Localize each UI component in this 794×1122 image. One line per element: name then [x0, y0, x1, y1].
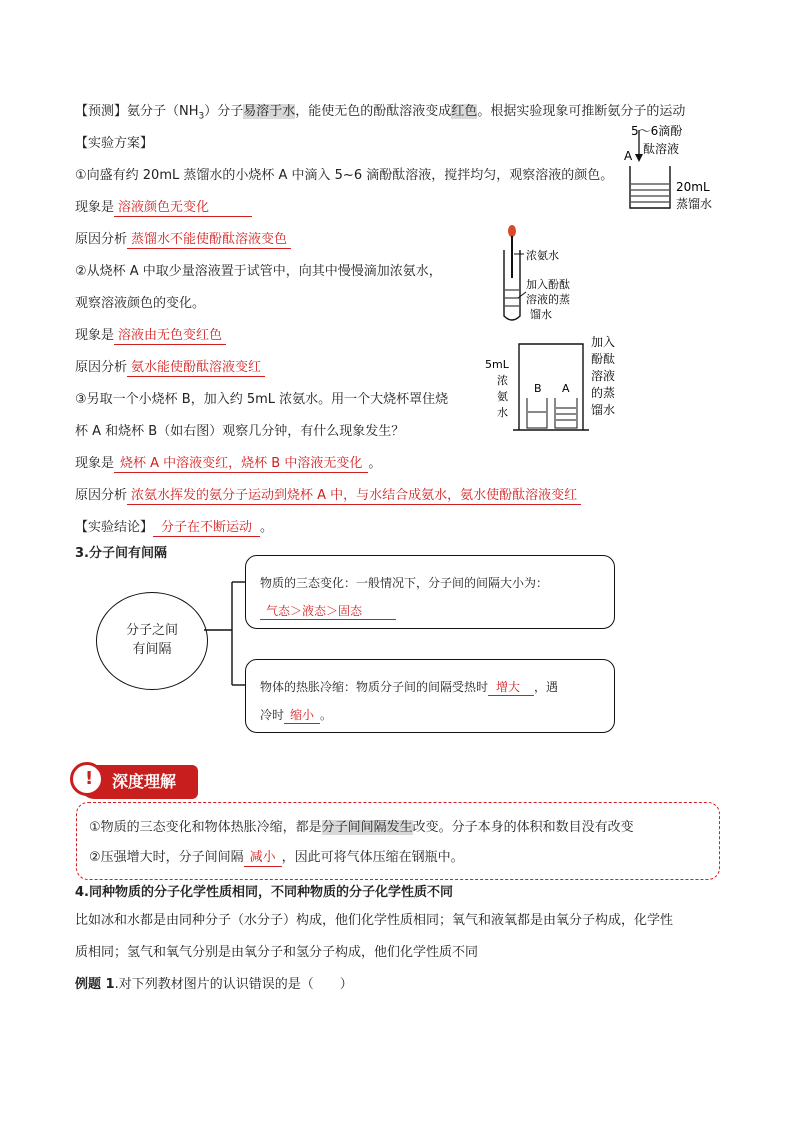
figure-label: 5mL [485, 358, 509, 371]
highlight-text: 红色 [451, 104, 478, 119]
dropper-bulb [508, 225, 516, 237]
test-tube-figure [500, 224, 590, 326]
mindmap-connector [200, 555, 250, 705]
figure-label: 浓 [497, 374, 508, 387]
step2-phenomenon [75, 327, 226, 345]
paragraph: 质相同；氢气和氧气分别是由氧分子和氢分子构成，他们化学性质不同 [75, 945, 479, 960]
lightbulb-icon [70, 762, 104, 796]
step2-text: ②从烧杯 A 中取少量溶液置于试管中，向其中慢慢滴加浓氨水， [75, 264, 442, 279]
conclusion-tag: 【实验结论】 [75, 520, 154, 535]
answer-blank: 减小 [244, 850, 282, 867]
step2-text: 观察溶液颜色的变化。 [75, 296, 206, 311]
arrow-head [635, 154, 643, 162]
covered-beakers-figure [483, 334, 628, 432]
example-text: .对下列教材图片的认识错误的是（ ） [114, 977, 353, 992]
phenomenon-label: 现象是 [75, 456, 115, 471]
answer-blank: 分子在不断运动 [153, 520, 260, 537]
highlight-text: 易溶于水 [243, 104, 296, 119]
box-text: 。 [320, 708, 333, 722]
deep-text: ①物质的三态变化和物体热胀冷缩，都是 [89, 820, 322, 835]
highlight-text: 分子间间隔发生 [321, 820, 413, 835]
figure-label: 溶液的蒸 [526, 293, 570, 306]
conclusion-line [75, 519, 273, 537]
figure-label: 酞溶液 [643, 142, 680, 156]
center-label: 分子之间 [125, 623, 178, 638]
figure-label: 20mL [676, 180, 710, 194]
pointer-line [518, 292, 526, 298]
figure-label: 加入 [591, 335, 616, 349]
step1-reason [75, 231, 291, 249]
section-heading: 4.同种物质的分子化学性质相同，不同种物质的分子化学性质不同 [75, 885, 453, 900]
prediction-text: ，能使无色的酚酞溶液变成 [295, 104, 452, 119]
deep-line [89, 819, 634, 837]
deep-text: 改变。分子本身的体积和数目没有改变 [412, 820, 634, 835]
deep-text: ，因此可将气体压缩在钢瓶中。 [281, 850, 464, 865]
answer-blank: 氨水能使酚酞溶液变红 [127, 360, 265, 377]
example-label: 例题 1 [75, 977, 115, 992]
figure-label: 浓氨水 [526, 249, 559, 262]
paragraph: 比如冰和水都是由同种分子（水分子）构成，他们化学性质相同；氧气和液氧都是由氧分子构成，化学性 [75, 913, 674, 928]
reason-label: 原因分析 [75, 488, 128, 503]
box-text: ，遇 [534, 680, 559, 694]
prediction-tag: 【预测】 [75, 104, 128, 119]
answer-blank: 缩小 [284, 707, 320, 724]
step1-text: ①向盛有约 20mL 蒸馏水的小烧杯 A 中滴入 5~6 滴酚酞溶液，搅拌均匀，观察溶液的颜色。 [75, 168, 614, 183]
deep-understanding-box [76, 802, 720, 880]
box-text: 物体的热胀冷缩：物质分子间的间隔受热时 [260, 680, 489, 694]
reason-label: 原因分析 [75, 232, 128, 247]
figure-label: A [624, 149, 633, 163]
box-text [260, 678, 558, 696]
prediction-text: 氨分子（NH [127, 104, 199, 119]
phenomenon-label: 现象是 [75, 328, 115, 343]
prediction-text: 。根据实验现象可推断氨分子的运动 [477, 104, 686, 119]
section-heading: 3.分子间有间隔 [75, 546, 167, 561]
answer-blank: 溶液由无色变红色 [114, 328, 226, 345]
answer-blank: 蒸馏水不能使酚酞溶液变色 [127, 232, 291, 249]
mindmap-box-states [245, 555, 615, 629]
mindmap-box-thermal [245, 659, 615, 733]
punctuation: 。 [260, 520, 274, 535]
example-question [75, 976, 353, 994]
step3-phenomenon [75, 455, 381, 473]
figure-label: 馏水 [530, 308, 552, 321]
figure-label: 氨 [497, 390, 508, 403]
phenomenon-label: 现象是 [75, 200, 115, 215]
answer-blank: 烧杯 A 中溶液变红，烧杯 B 中溶液无变化 [114, 456, 368, 473]
figure-label: 馏水 [591, 403, 616, 417]
step3-text: 杯 A 和烧杯 B（如右图）观察几分钟，有什么现象发生？ [75, 424, 405, 439]
box-text: 冷时 [260, 708, 285, 722]
figure-label: A [562, 382, 570, 395]
subscript: 3 [198, 111, 205, 122]
large-beaker [519, 344, 583, 430]
step3-reason [75, 487, 581, 505]
plan-title: 【实验方案】 [75, 136, 154, 151]
figure-label: 的蒸 [591, 386, 616, 400]
figure-label: 水 [497, 406, 508, 419]
box-text [260, 706, 332, 724]
beaker-a-figure [622, 124, 732, 216]
answer-blank: 溶液颜色无变化 [114, 200, 252, 217]
step2-reason [75, 359, 265, 377]
center-label: 有间隔 [132, 642, 172, 657]
figure-label: B [534, 382, 542, 395]
box-answer [260, 602, 396, 620]
reason-label: 原因分析 [75, 360, 128, 375]
banner-title: 深度理解 [112, 772, 177, 791]
answer-blank: 增大 [488, 679, 534, 696]
exclamation-mark: ! [85, 768, 94, 789]
prediction-line [75, 103, 685, 126]
prediction-text: ）分子 [204, 104, 244, 119]
deep-line [89, 849, 464, 867]
punctuation: 。 [368, 456, 382, 471]
box-text: 物质的三态变化：一般情况下，分子间的间隔大小为： [260, 576, 549, 590]
figure-label: 溶液 [591, 369, 616, 383]
answer-blank: 浓氨水挥发的氨分子运动到烧杯 A 中，与水结合成氨水，氨水使酚酞溶液变红 [127, 488, 581, 505]
step1-phenomenon [75, 199, 252, 217]
step3-text: ③另取一个小烧杯 B，加入约 5mL 浓氨水。用一个大烧杯罩住烧 [75, 392, 449, 407]
figure-label: 5～6滴酚 [631, 124, 683, 138]
answer-blank: 气态＞液态＞固态 [260, 603, 396, 620]
figure-label: 加入酚酞 [526, 278, 570, 291]
beaker-a [555, 398, 577, 428]
deep-text: ②压强增大时，分子间间隔 [89, 850, 244, 865]
figure-label: 酚酞 [591, 352, 616, 366]
figure-label: 蒸馏水 [676, 197, 713, 211]
mindmap-center [96, 592, 208, 690]
beaker-b [527, 398, 547, 428]
